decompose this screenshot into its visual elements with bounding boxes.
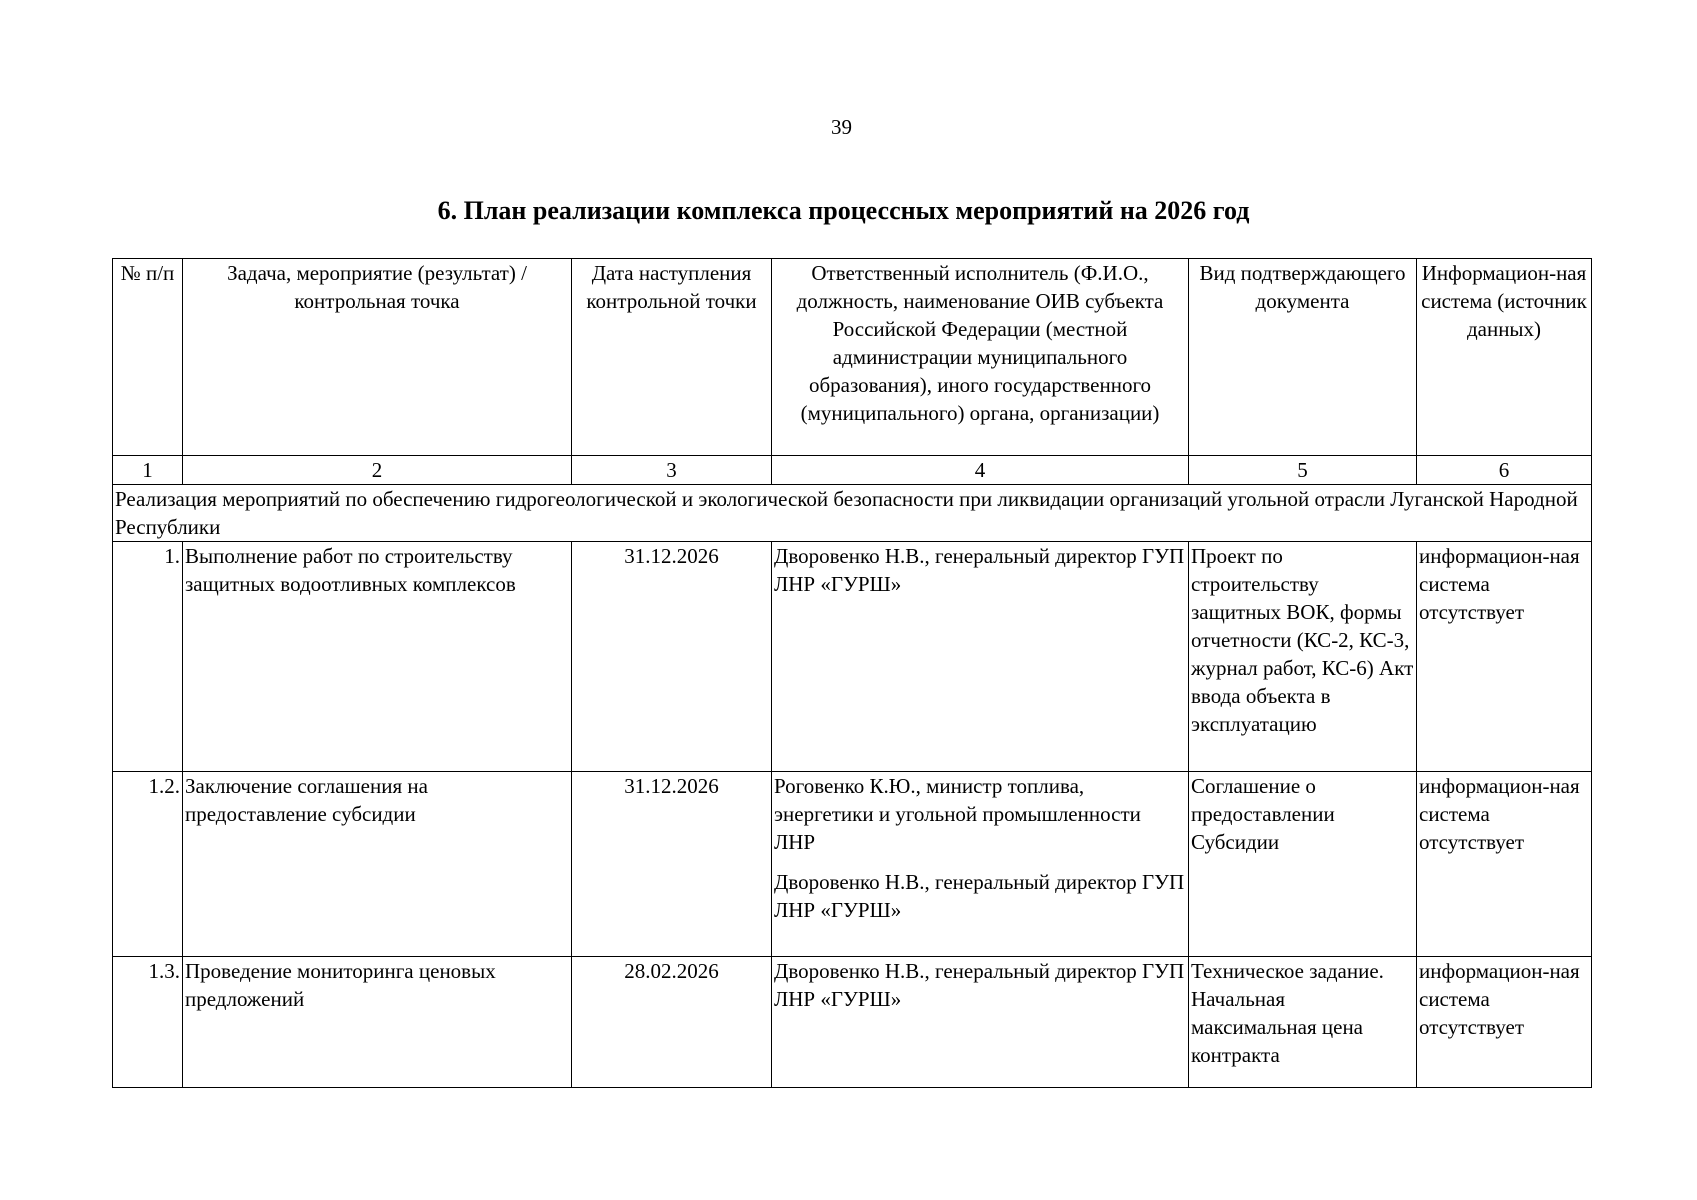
plan-table (112, 258, 1592, 1088)
row-responsible (772, 957, 1189, 1088)
row-document: Техническое задание. Начальная максимальная цена контракта (1189, 957, 1417, 1088)
row-document: Соглашение о предоставлении Субсидии (1189, 772, 1417, 957)
row-system: информацион-ная система отсутствует (1417, 772, 1592, 957)
column-number: 6 (1417, 456, 1592, 485)
column-number: 2 (183, 456, 572, 485)
row-system: информацион-ная система отсутствует (1417, 957, 1592, 1088)
row-responsible (772, 542, 1189, 772)
row-date: 31.12.2026 (572, 542, 772, 772)
row-task: Проведение мониторинга ценовых предложений (183, 957, 572, 1088)
row-responsible (772, 772, 1189, 957)
row-num: 1.3. (113, 957, 183, 1088)
header-num: № п/п (113, 259, 183, 456)
column-number: 4 (772, 456, 1189, 485)
column-numbers-row (113, 456, 1592, 485)
column-number: 3 (572, 456, 772, 485)
column-number: 1 (113, 456, 183, 485)
row-system: информацион-ная система отсутствует (1417, 542, 1592, 772)
table-header-row (113, 259, 1592, 456)
table-row (113, 542, 1592, 772)
row-task: Выполнение работ по строительству защитных водоотливных комплексов (183, 542, 572, 772)
row-num: 1. (113, 542, 183, 772)
page-number: 39 (831, 115, 852, 139)
table-row (113, 957, 1592, 1088)
row-task: Заключение соглашения на предоставление субсидии (183, 772, 572, 957)
section-row (113, 485, 1592, 542)
responsible-person: Роговенко К.Ю., министр топлива, энергетики и угольной промышленности ЛНР (774, 774, 1141, 854)
row-date: 28.02.2026 (572, 957, 772, 1088)
header-system: Информацион-ная система (источник данных) (1417, 259, 1592, 456)
responsible-person: Дворовенко Н.В., генеральный директор ГУП ЛНР «ГУРШ» (774, 544, 1185, 596)
page-title: 6. План реализации комплекса процессных мероприятий на 2026 год (437, 196, 1250, 225)
responsible-person: Дворовенко Н.В., генеральный директор ГУП ЛНР «ГУРШ» (774, 870, 1185, 922)
row-document: Проект по строительству защитных ВОК, формы отчетности (КС-2, КС-3, журнал работ, КС-6) Акт ввода объекта в эксплуатацию (1189, 542, 1417, 772)
header-task: Задача, мероприятие (результат) / контрольная точка (183, 259, 572, 456)
column-number: 5 (1189, 456, 1417, 485)
header-date: Дата наступления контрольной точки (572, 259, 772, 456)
section-title: Реализация мероприятий по обеспечению гидрогеологической и экологической безопасности при ликвидации организаций угольной отрасли Луганской Народной Республики (113, 485, 1592, 542)
header-responsible: Ответственный исполнитель (Ф.И.О., должность, наименование ОИВ субъекта Российской Федерации (местной администрации муниципального образования), иного государственного (муниципального) органа, организации) (772, 259, 1189, 456)
row-num: 1.2. (113, 772, 183, 957)
table-row (113, 772, 1592, 957)
responsible-person: Дворовенко Н.В., генеральный директор ГУП ЛНР «ГУРШ» (774, 959, 1185, 1011)
header-document: Вид подтверждающего документа (1189, 259, 1417, 456)
row-date: 31.12.2026 (572, 772, 772, 957)
